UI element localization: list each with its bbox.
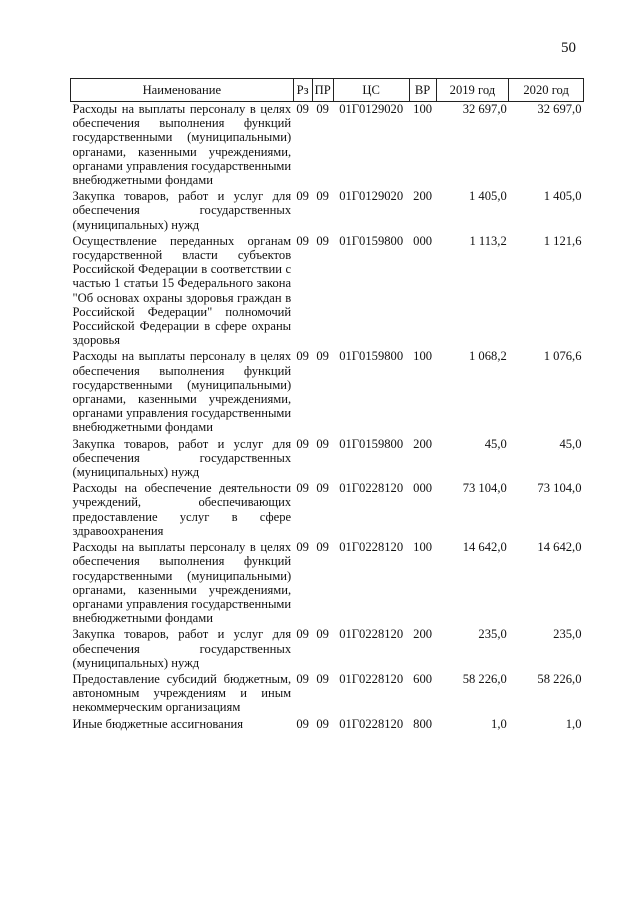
cell-vr: 200 — [413, 627, 433, 642]
cell-2019: 45,0 — [484, 436, 507, 451]
table-row — [71, 627, 584, 672]
cell-pr: 09 — [316, 540, 329, 555]
cell-2019: 73 104,0 — [462, 481, 507, 496]
cell-name: Расходы на обеспечение деятельности учреждений, обеспечивающих предоставление услуг в сфере здравоохранения — [72, 481, 292, 538]
cell-cs: 01Г0159800 — [339, 436, 404, 451]
cell-pr: 09 — [316, 436, 329, 451]
cell-name: Иные бюджетные ассигнования — [72, 716, 244, 731]
cell-pr: 09 — [316, 102, 329, 116]
cell-2020: 73 104,0 — [537, 481, 582, 496]
cell-rz: 09 — [296, 716, 309, 731]
cell-vr: 600 — [413, 671, 433, 686]
cell-2020: 45,0 — [559, 436, 582, 451]
table-row — [71, 102, 584, 190]
page-number: 50 — [561, 40, 576, 56]
cell-rz: 09 — [296, 481, 309, 496]
table-row — [71, 672, 584, 717]
cell-rz: 09 — [296, 671, 309, 686]
cell-2019: 32 697,0 — [462, 102, 507, 116]
cell-2020: 1 121,6 — [543, 233, 582, 248]
column-header-pr: ПР — [312, 79, 333, 102]
cell-name: Осуществление переданных органам государственной власти субъектов Российской Федерации в соответствии с частью 1 статьи 15 Федерального закона "Об основах охраны здоровья граждан в Российской Федерации" полномочий Российской Федерации в сфере охраны здоровья — [72, 233, 292, 348]
cell-rz: 09 — [296, 436, 309, 451]
cell-rz: 09 — [296, 189, 309, 204]
cell-2020: 14 642,0 — [537, 540, 582, 555]
table-row — [71, 234, 584, 350]
cell-pr: 09 — [316, 716, 329, 731]
column-header-name: Наименование — [71, 79, 294, 102]
table-row — [71, 540, 584, 627]
cell-2020: 32 697,0 — [537, 102, 582, 116]
table-row — [71, 437, 584, 482]
cell-cs: 01Г0228120 — [339, 540, 404, 555]
cell-vr: 100 — [413, 102, 433, 116]
cell-cs: 01Г0159800 — [339, 349, 404, 364]
cell-rz: 09 — [296, 233, 309, 248]
cell-rz: 09 — [296, 627, 309, 642]
cell-cs: 01Г0129020 — [339, 189, 404, 204]
cell-cs: 01Г0228120 — [339, 671, 404, 686]
table-body — [71, 102, 584, 733]
cell-cs: 01Г0228120 — [339, 627, 404, 642]
cell-vr: 100 — [413, 349, 433, 364]
cell-cs: 01Г0129020 — [339, 102, 404, 116]
column-header-cs: ЦС — [333, 79, 409, 102]
cell-2020: 235,0 — [553, 627, 582, 642]
cell-rz: 09 — [296, 349, 309, 364]
cell-cs: 01Г0228120 — [339, 481, 404, 496]
cell-2019: 235,0 — [478, 627, 507, 642]
cell-2019: 58 226,0 — [462, 671, 507, 686]
cell-name: Расходы на выплаты персоналу в целях обеспечения выполнения функций государственными (муниципальными) органами, казенными учреждениями, органами управления государственными внебюджетными фондами — [72, 540, 292, 626]
cell-vr: 100 — [413, 540, 433, 555]
cell-2019: 14 642,0 — [462, 540, 507, 555]
cell-2020: 1 076,6 — [543, 349, 582, 364]
cell-vr: 000 — [413, 233, 433, 248]
cell-2019: 1,0 — [491, 716, 507, 731]
cell-pr: 09 — [316, 481, 329, 496]
cell-pr: 09 — [316, 189, 329, 204]
cell-vr: 200 — [413, 436, 433, 451]
cell-name: Предоставление субсидий бюджетным, автономным учреждениям и иным некоммерческим организациям — [72, 671, 292, 715]
table-row — [71, 349, 584, 436]
table-row — [71, 481, 584, 540]
cell-2019: 1 113,2 — [469, 233, 507, 248]
table-header — [71, 79, 584, 102]
cell-pr: 09 — [316, 349, 329, 364]
column-header-2020: 2020 год — [509, 79, 584, 102]
cell-name: Закупка товаров, работ и услуг для обеспечения государственных (муниципальных) нужд — [72, 627, 292, 670]
cell-name: Расходы на выплаты персоналу в целях обеспечения выполнения функций государственными (муниципальными) органами, казенными учреждениями, органами управления государственными внебюджетными фондами — [72, 102, 292, 188]
cell-rz: 09 — [296, 540, 309, 555]
cell-name: Закупка товаров, работ и услуг для обеспечения государственных (муниципальных) нужд — [72, 436, 292, 480]
column-header-vr: ВР — [409, 79, 436, 102]
cell-vr: 800 — [413, 716, 433, 731]
cell-2020: 1,0 — [565, 716, 582, 731]
cell-vr: 000 — [413, 481, 433, 496]
cell-2019: 1 405,0 — [468, 189, 507, 204]
cell-pr: 09 — [316, 627, 329, 642]
cell-pr: 09 — [316, 233, 329, 248]
cell-cs: 01Г0228120 — [339, 716, 404, 731]
cell-cs: 01Г0159800 — [339, 233, 404, 248]
column-header-2019: 2019 год — [436, 79, 509, 102]
cell-vr: 200 — [413, 189, 433, 204]
cell-name: Закупка товаров, работ и услуг для обеспечения государственных (муниципальных) нужд — [72, 189, 292, 232]
cell-name: Расходы на выплаты персоналу в целях обеспечения выполнения функций государственными (муниципальными) органами, казенными учреждениями, органами управления государственными внебюджетными фондами — [72, 349, 292, 435]
table-row — [71, 189, 584, 234]
cell-2020: 1 405,0 — [543, 189, 582, 204]
column-header-rz: Рз — [293, 79, 312, 102]
cell-2019: 1 068,2 — [468, 349, 507, 364]
cell-pr: 09 — [316, 671, 329, 686]
table-row — [71, 717, 584, 733]
cell-2020: 58 226,0 — [537, 671, 582, 686]
cell-rz: 09 — [296, 102, 309, 116]
budget-table — [70, 78, 584, 733]
